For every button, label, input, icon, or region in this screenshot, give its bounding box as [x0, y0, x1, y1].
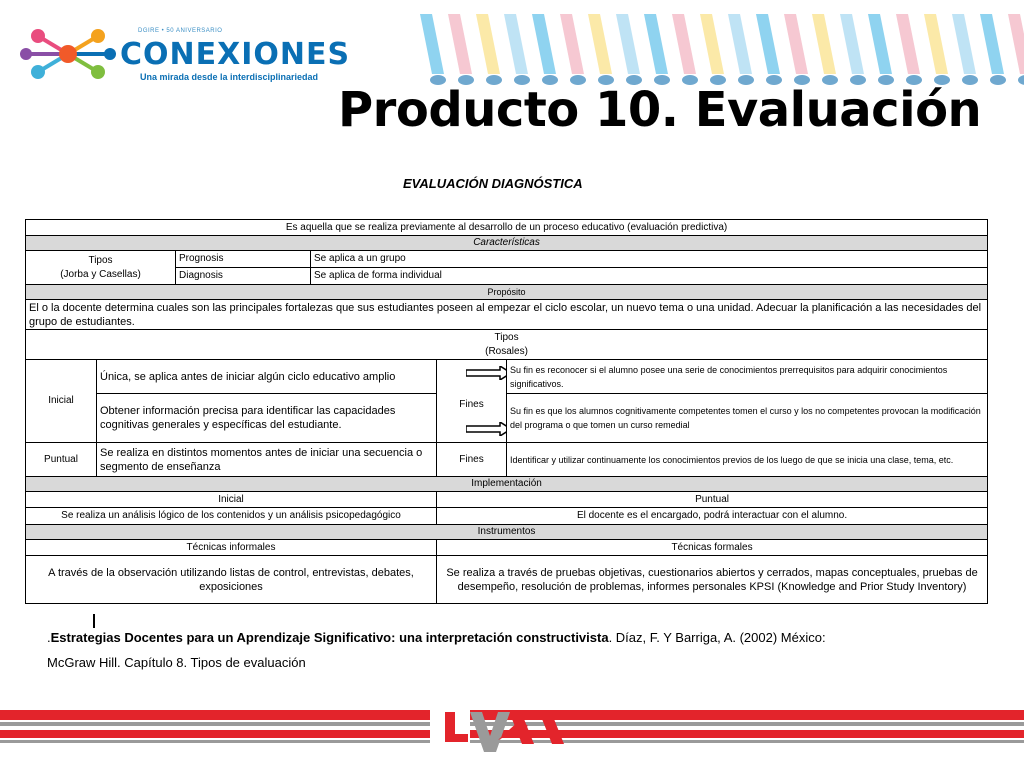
stripe-band	[560, 14, 584, 74]
tipos-label: Tipos	[88, 254, 113, 266]
caracteristicas-header: Características	[26, 236, 988, 251]
tec-formales-desc: Se realiza a través de pruebas objetivas, cuestionarios abiertos y cerrados, mapas conceptuales, pruebas de desempeño, resolución de problemas, informes personales KPSI (Knowledge and Prior Study Inventory)	[437, 556, 988, 604]
stripe-band	[756, 14, 780, 74]
inicial-desc-1: Única, se aplica antes de iniciar algún ciclo educativo amplio	[97, 360, 437, 394]
stripe-band	[812, 14, 836, 74]
instrumentos-header: Instrumentos	[26, 525, 988, 540]
puntual-label: Puntual	[26, 443, 97, 477]
tipos2-label: Tipos	[494, 331, 519, 343]
conexiones-logo	[18, 22, 378, 86]
logo-wordmark: CONEXIONES	[120, 37, 351, 72]
tec-informales-desc: A través de la observación utilizando listas de control, entrevistas, debates, exposiciones	[26, 556, 437, 604]
stripe-dot	[1018, 75, 1024, 85]
network-logo-icon	[18, 22, 118, 86]
tec-informales-label: Técnicas informales	[26, 540, 437, 556]
footer-brand: UVAA	[0, 700, 3, 701]
fines-desc-2: Su fin es que los alumnos cognitivamente competentes tomen el curso y los no competentes provocan la modificación del programa o que tomen un curso remedial	[507, 394, 988, 443]
tipos-cell	[26, 251, 176, 285]
impl-puntual-label: Puntual	[437, 492, 988, 508]
fines-label: Fines	[459, 399, 484, 410]
stripe-band	[896, 14, 920, 74]
inicial-desc-2: Obtener información precisa para identificar las capacidades cognitivas generales y específicas del estudiante.	[97, 394, 437, 443]
stripe-band	[784, 14, 808, 74]
stripe-band	[588, 14, 612, 74]
inicial-label: Inicial	[26, 360, 97, 443]
impl-inicial-desc: Se realiza un análisis lógico de los contenidos y un análisis psicopedagógico	[26, 508, 437, 525]
stripe-band	[840, 14, 864, 74]
logo-subtitle: Una mirada desde la interdisciplinariedad	[140, 72, 319, 82]
fines-cell	[437, 360, 507, 443]
footer-band	[0, 700, 1024, 768]
arrow-right-icon	[466, 422, 507, 436]
puntual-desc: Se realiza en distintos momentos antes de iniciar una secuencia o segmento de enseñanza	[97, 443, 437, 477]
stripe-band	[644, 14, 668, 74]
reference-rest: . Díaz, F. Y Barriga, A. (2002) México:	[608, 630, 826, 645]
stripe-band	[924, 14, 948, 74]
text-cursor	[93, 614, 95, 628]
fines2-desc: Identificar y utilizar continuamente los conocimientos previos de los luego de que se inicia una clase, tema, etc.	[507, 443, 988, 477]
stripe-band	[504, 14, 528, 74]
stripe-band	[700, 14, 724, 74]
arrow-right-icon	[466, 366, 507, 380]
definition-cell: Es aquella que se realiza previamente al desarrollo de un proceso educativo (evaluación predictiva)	[26, 220, 988, 236]
fines-desc-1: Su fin es reconocer si el alumno posee una serie de conocimientos prerrequisitos para adquirir conocimientos significativos.	[507, 360, 988, 394]
prognosis-desc: Se aplica a un grupo	[311, 251, 988, 268]
decorative-stripes	[400, 6, 1024, 90]
reference-title: Estrategias Docentes para un Aprendizaje Significativo: una interpretación constructivista	[50, 630, 609, 645]
tipos-author: (Jorba y Casellas)	[60, 268, 141, 280]
stripe-dot	[990, 75, 1006, 85]
stripe-band	[868, 14, 892, 74]
diagnosis-label: Diagnosis	[176, 268, 311, 285]
tec-formales-label: Técnicas formales	[437, 540, 988, 556]
tipos2-author: (Rosales)	[485, 345, 528, 357]
reference-line-2: McGraw Hill. Capítulo 8. Tipos de evaluación	[47, 655, 306, 670]
impl-inicial-label: Inicial	[26, 492, 437, 508]
evaluation-table	[25, 219, 988, 604]
impl-puntual-desc: El docente es el encargado, podrá interactuar con el alumno.	[437, 508, 988, 525]
diagnosis-desc: Se aplica de forma individual	[311, 268, 988, 285]
proposito-header: Propósito	[26, 285, 988, 300]
stripe-band	[420, 14, 444, 74]
tipos-rosales-cell	[26, 330, 988, 360]
document-heading: EVALUACIÓN DIAGNÓSTICA	[403, 176, 583, 191]
logo-tagline: DGIRE • 50 ANIVERSARIO	[138, 28, 223, 34]
stripe-band	[532, 14, 556, 74]
reference-prefix: .	[47, 630, 51, 645]
proposito-text: El o la docente determina cuales son las principales fortalezas que sus estudiantes poseen al empezar el ciclo escolar, un nuevo tema o una unidad. Adecuar la planificación a las necesidades del grupo de estudiantes.	[26, 300, 988, 330]
stripe-band	[1008, 14, 1024, 74]
stripe-band	[728, 14, 752, 74]
fines2-label: Fines	[437, 443, 507, 477]
stripe-band	[448, 14, 472, 74]
stripe-band	[980, 14, 1004, 74]
stripe-band	[616, 14, 640, 74]
prognosis-label: Prognosis	[176, 251, 311, 268]
stripe-band	[952, 14, 976, 74]
stripe-band	[672, 14, 696, 74]
page-title: Producto 10. Evaluación	[338, 82, 982, 138]
implementacion-header: Implementación	[26, 477, 988, 492]
stripe-band	[476, 14, 500, 74]
reference-line-1	[47, 630, 826, 645]
